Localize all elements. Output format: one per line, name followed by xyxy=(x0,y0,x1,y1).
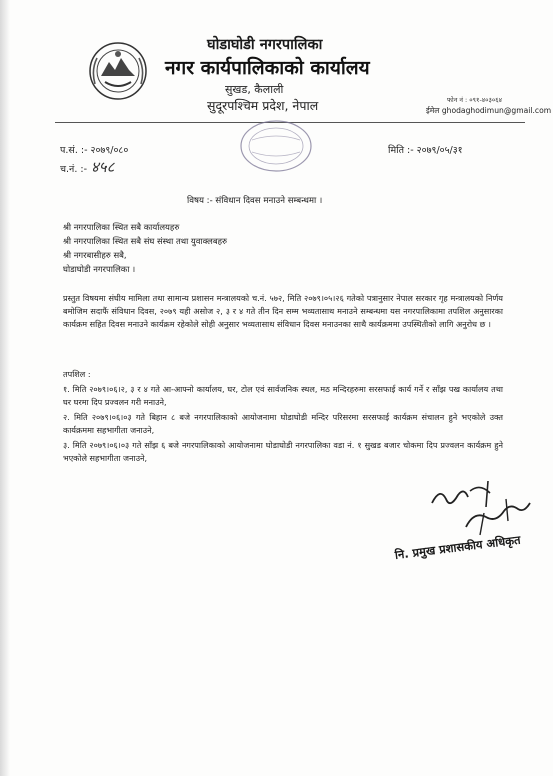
reference-number: प.सं. :- २०७९/०८० xyxy=(60,145,129,156)
org-name: घोडाघोडी नगरपालिका xyxy=(207,37,323,53)
recipient-line: श्री नगरपालिका स्थित सबै संघ संस्था तथा युवाक्लबहरु xyxy=(63,236,228,246)
dispatch-line xyxy=(60,157,220,177)
address-line-2: सुदूरपश्चिम प्रदेश, नेपाल xyxy=(207,98,319,113)
recipient-line: श्री नगरबासीहरु सबै, xyxy=(63,250,127,260)
email-address: ईमेल ghodaghodimun@gmail.com xyxy=(426,106,552,115)
signatory-designation: नि. प्रमुख प्रशासकीय अधिकृत xyxy=(394,532,522,562)
nepal-emblem-icon xyxy=(87,40,149,102)
dispatch-number: ४५८ xyxy=(91,158,115,176)
body-paragraph: प्रस्तुत विषयमा संघीय मामिला तथा सामान्य प्रशासन मन्त्रालयको च.नं. ५७२, मिति २०७९।०५।२६ गतेको पत्रानुसार नेपाल सरकार गृह मन्त्रालयको निर्णय बमोजिम सदाफैं संविधान दिवस, २०७९ यही असोज २, ३ र ४ गते तीन दिन सम्म भव्यतासाथ मनाउने सम्बन्धमा यस नगरपालिकामा तपशिल अनुसारका कार्यक्रम सहित दिवस मनाउने कार्यक्रम रहेकोले सोही अनुसार भव्यतासाथ संविधान दिवस मनाउनका साथै कार्यक्रममा उपस्थितीको लागि अनुरोध छ । xyxy=(63,293,503,329)
office-stamp-icon xyxy=(238,118,314,174)
recipient-line: श्री नगरपालिका स्थित सबै कार्यालयहरु xyxy=(63,222,180,232)
address-line-1: सुखड, कैलाली xyxy=(225,83,284,96)
detail-item: १. मिति २०७९।०६।२, ३ र ४ गते आ-आफ्नो कार्यालय, घर, टोल एवं सार्वजनिक स्थल, मठ मन्दिरहरुमा सरसफाई कार्य गर्ने र साँझ पख कार्यालय तथा घर घरमा दिप प्रज्वलन गरी मनाउने, xyxy=(63,384,503,407)
phone-number: फोन नं : ०९१-४०३०६४ xyxy=(447,96,503,104)
recipient-line: घोडाघोडी नगरपालिका । xyxy=(63,264,136,274)
office-title: नगर कार्यपालिकाको कार्यालय xyxy=(165,57,370,79)
detail-item: २. मिति २०७९।०६।०३ गते बिहान ८ बजे नगरपालिकाको आयोजनामा घोडाघोडी मन्दिर परिसरमा सरसफाई कार्यक्रम संचालन हुने भएकोले उक्त कार्यक्रममा सहभागीता जनाउने, xyxy=(63,412,503,435)
subject-line: विषय :- संविधान दिवस मनाउने सम्बन्धमा । xyxy=(187,196,323,206)
scan-edge-shadow xyxy=(0,0,10,776)
dispatch-label: च.नं. :- xyxy=(60,164,87,175)
details-heading: तपशिल : xyxy=(63,369,91,379)
detail-item: ३. मिति २०७९।०६।०३ गते साँझ ६ बजे नगरपालिकाको आयोजनामा घोडाघोडी नगरपालिका वडा नं. १ सुखड बजार चोकमा दिप प्रज्वलन कार्यक्रम हुने भएकोले सहभागीता जनाउने, xyxy=(63,440,503,463)
letter-date: मिति :- २०७९/०५/३१ xyxy=(388,145,463,156)
